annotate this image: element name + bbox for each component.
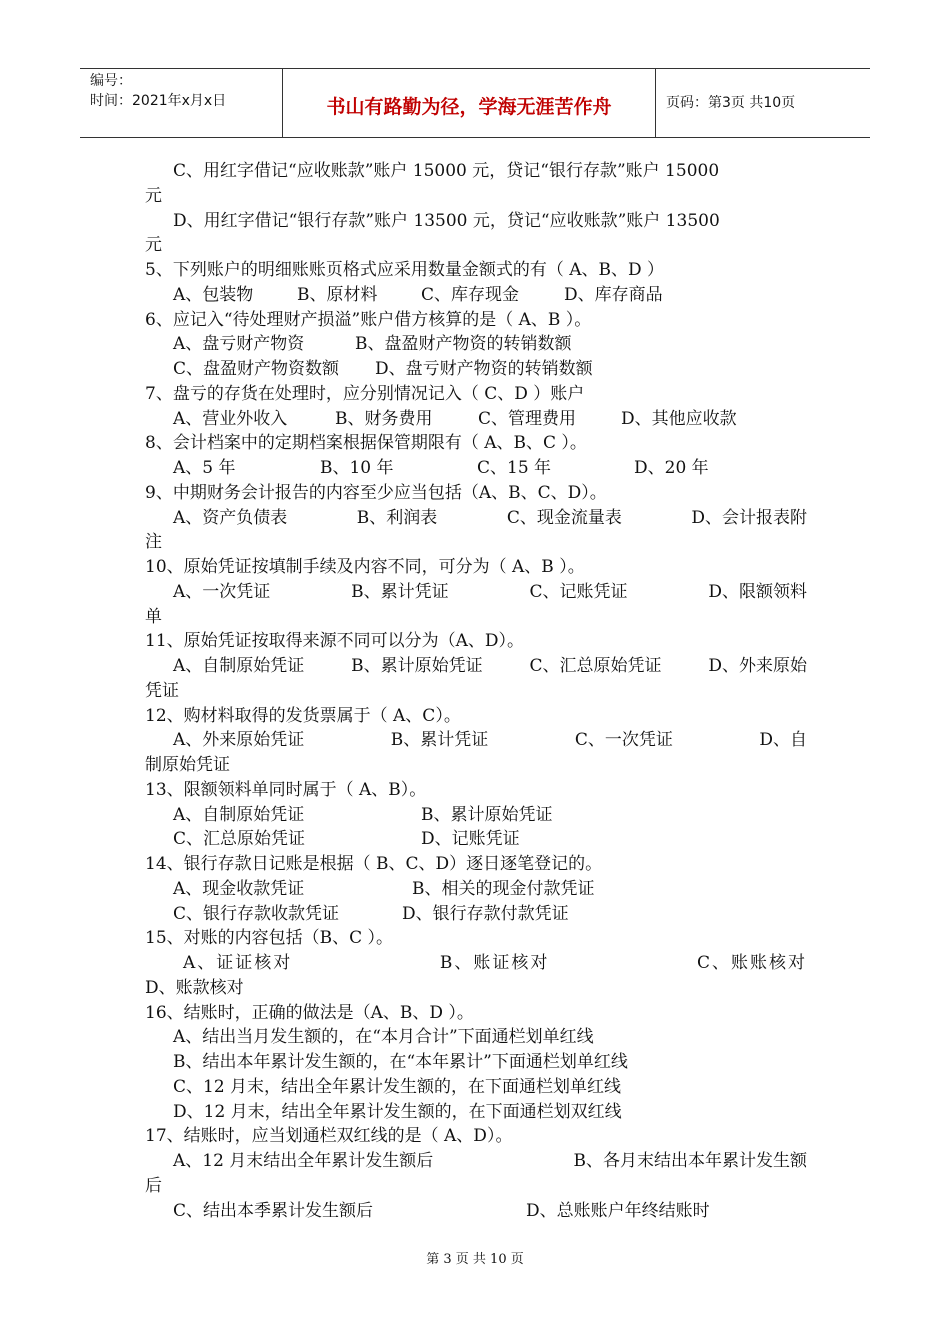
- motto: 书山有路勤为径，学海无涯苦作舟: [326, 96, 612, 118]
- text-line: D、用红字借记“银行存款”账户 13500 元，贷记“应收账款”账户 13500: [173, 210, 720, 231]
- question-line: 7、盘亏的存货在处理时，应分别情况记入（ C、D ）账户: [145, 383, 585, 404]
- text-line: C、12 月末，结出全年累计发生额的，在下面通栏划单红线: [173, 1076, 622, 1097]
- option-text: A、营业外收入: [173, 408, 288, 429]
- option-text: A、5 年: [173, 458, 236, 478]
- option-text: C、一次凭证: [574, 730, 673, 751]
- question-line: 6、应记入“待处理财产损溢”账户借方核算的是（ A、B ）。: [145, 309, 592, 330]
- text-line: 单: [145, 606, 162, 627]
- question-line: 5、下列账户的明细账账页格式应采用数量金额式的有（ A、B、D ）: [145, 260, 665, 280]
- option-text: A、盘亏财产物资: [173, 334, 305, 355]
- text-line: 后: [145, 1175, 162, 1196]
- option-text: B、账证核对: [439, 953, 550, 973]
- text-line: 凭证: [145, 680, 179, 701]
- option-text: B、各月末结出本年累计发生额: [573, 1151, 807, 1171]
- option-text: D、库存商品: [564, 284, 663, 305]
- question-line: 17、结账时，应当划通栏双红线的是（ A、D）。: [145, 1126, 513, 1147]
- option-text: D、20 年: [634, 458, 709, 478]
- text-line: C、用红字借记“应收账款”账户 15000 元，贷记“银行存款”账户 15000: [173, 161, 720, 181]
- option-text: B、10 年: [320, 458, 394, 478]
- date-label: 时间：2021年x月x日: [90, 93, 227, 109]
- option-row: [145, 283, 807, 308]
- option-text: C、库存现金: [421, 284, 520, 305]
- option-text: C、汇总原始凭证: [173, 829, 306, 850]
- option-text: C、现金流量表: [506, 507, 622, 528]
- option-text: D、自: [759, 730, 807, 751]
- option-row: [145, 580, 807, 605]
- header-motto-cell: [283, 69, 656, 137]
- option-text: A、证证核对: [183, 953, 293, 973]
- option-row: [145, 407, 807, 432]
- question-line: 13、限额领料单同时属于（ A、B）。: [145, 779, 427, 800]
- option-text: D、限额领料: [708, 581, 807, 602]
- option-text: A、自制原始凭证: [173, 656, 305, 676]
- option-text: C、结出本季累计发生额后: [173, 1200, 374, 1221]
- option-text: D、银行存款付款凭证: [402, 903, 569, 924]
- text-line: D、账款核对: [145, 977, 244, 998]
- question-line: 9、中期财务会计报告的内容至少应当包括（A、B、C、D）。: [145, 482, 607, 503]
- option-row: [145, 357, 807, 382]
- text-line: 制原始凭证: [145, 755, 230, 775]
- option-text: D、盘亏财产物资的转销数额: [375, 359, 593, 379]
- option-row: [145, 902, 807, 927]
- option-row: [145, 877, 807, 902]
- option-text: B、累计原始凭证: [351, 656, 483, 676]
- option-text: B、累计凭证: [351, 581, 449, 602]
- page-label: 页码：第3页 共10页: [666, 95, 796, 111]
- text-line: 元: [145, 185, 162, 206]
- option-row: [145, 728, 807, 753]
- option-row: [145, 951, 807, 976]
- option-row: [145, 654, 807, 679]
- option-text: C、账账核对: [696, 953, 807, 973]
- option-text: B、财务费用: [335, 408, 433, 429]
- option-text: C、15 年: [477, 458, 552, 478]
- question-line: 12、购材料取得的发货票属于（ A、C）。: [145, 705, 461, 726]
- option-text: C、记账凭证: [529, 581, 628, 602]
- option-text: A、自制原始凭证: [173, 804, 305, 825]
- option-row: [145, 803, 807, 828]
- text-line: 注: [145, 532, 162, 553]
- option-text: A、12 月末结出全年累计发生额后: [173, 1151, 434, 1171]
- option-row: [145, 1199, 807, 1224]
- option-text: C、盘盈财产物资数额: [173, 359, 340, 379]
- option-text: D、会计报表附: [691, 507, 807, 528]
- page-footer: 第 3 页 共 10 页: [426, 1252, 524, 1267]
- question-line: 8、会计档案中的定期档案根据保管期限有（ A、B、C ）。: [145, 433, 587, 454]
- option-text: B、盘盈财产物资的转销数额: [355, 334, 572, 355]
- question-line: 15、对账的内容包括（B、C ）。: [145, 928, 394, 949]
- option-row: [145, 456, 807, 481]
- option-row: [145, 506, 807, 531]
- text-line: 元: [145, 235, 162, 256]
- option-row: [145, 827, 807, 852]
- option-text: B、累计凭证: [390, 730, 489, 751]
- option-text: B、相关的现金付款凭证: [412, 878, 595, 899]
- option-text: A、资产负债表: [173, 507, 288, 528]
- option-text: D、其他应收款: [621, 408, 737, 429]
- option-text: D、外来原始: [708, 656, 807, 676]
- option-text: B、利润表: [356, 507, 438, 528]
- option-row: [145, 332, 807, 357]
- option-text: A、包装物: [173, 284, 254, 305]
- question-line: 16、结账时，正确的做法是（A、B、D ）。: [145, 1002, 474, 1023]
- option-row: [145, 1149, 807, 1174]
- option-text: B、原材料: [297, 284, 378, 305]
- header-info-cell: [80, 69, 283, 137]
- code-label: 编号：: [90, 73, 132, 89]
- question-line: 10、原始凭证按填制手续及内容不同，可分为（ A、B ）。: [145, 557, 585, 577]
- option-text: D、总账账户年终结账时: [526, 1200, 710, 1221]
- option-text: A、外来原始凭证: [173, 730, 305, 751]
- option-text: A、现金收款凭证: [173, 878, 305, 899]
- question-line: 14、银行存款日记账是根据（ B、C、D）逐日逐笔登记的。: [145, 854, 603, 874]
- option-text: C、银行存款收款凭证: [173, 903, 340, 924]
- question-line: 11、原始凭证按取得来源不同可以分为（A、D）。: [145, 631, 525, 652]
- header-page-cell: [656, 69, 870, 137]
- text-line: D、12 月末，结出全年累计发生额的，在下面通栏划双红线: [173, 1101, 622, 1122]
- option-text: B、累计原始凭证: [421, 804, 553, 825]
- page-header: [80, 68, 870, 138]
- text-line: A、结出当月发生额的，在“本月合计”下面通栏划单红线: [173, 1027, 594, 1048]
- option-text: A、一次凭证: [173, 581, 271, 602]
- option-text: C、管理费用: [478, 408, 577, 429]
- option-text: C、汇总原始凭证: [529, 656, 662, 676]
- document-body: [145, 159, 807, 1223]
- option-text: D、记账凭证: [421, 829, 520, 850]
- text-line: B、结出本年累计发生额的，在“本年累计”下面通栏划单红线: [173, 1052, 628, 1072]
